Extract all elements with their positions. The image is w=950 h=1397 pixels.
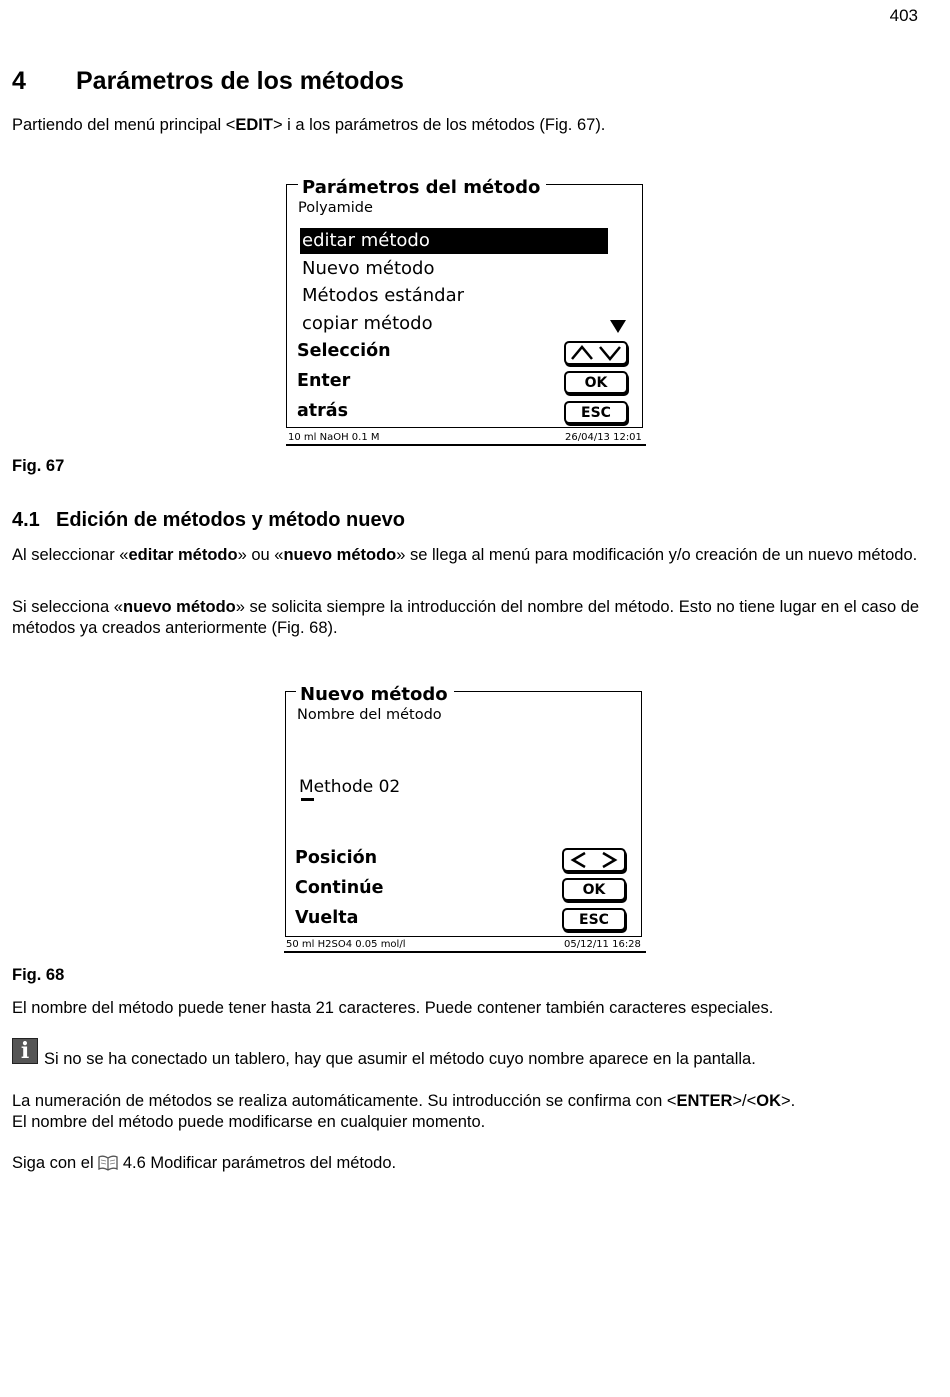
book-icon — [98, 1155, 118, 1171]
fig67-screen — [284, 176, 646, 446]
fig68-screen — [282, 683, 646, 955]
para4-b: ENTER — [676, 1092, 733, 1110]
paragraph-5 — [12, 1153, 927, 1174]
menu-item-editar-metodo[interactable]: editar método — [300, 228, 608, 254]
intro-key: EDIT — [235, 116, 273, 134]
esc-button[interactable]: ESC — [562, 908, 626, 931]
fig67-label-seleccion: Selección — [297, 341, 391, 361]
para5-post: 4.6 Modificar parámetros del método. — [118, 1154, 397, 1172]
para1-b: editar método — [128, 546, 238, 564]
para2-a: Si selecciona « — [12, 598, 123, 616]
ok-button[interactable]: OK — [562, 878, 626, 901]
para4-d: OK — [756, 1092, 782, 1110]
fig67-status-left: 10 ml NaOH 0.1 M — [288, 432, 380, 443]
fig68-caption: Fig. 68 — [12, 966, 65, 984]
subsection-heading — [12, 509, 405, 532]
up-down-arrows-button[interactable] — [564, 341, 628, 365]
fig68-label-continue: Continúe — [295, 878, 384, 898]
left-right-arrows-icon — [567, 851, 621, 869]
left-right-arrows-button[interactable] — [562, 848, 626, 872]
para2-b: nuevo método — [122, 598, 236, 616]
fig67-screen-title: Parámetros del método — [298, 178, 546, 198]
fig67-caption: Fig. 67 — [12, 457, 65, 475]
para1-a: Al seleccionar « — [12, 546, 129, 564]
intro-pre: Partiendo del menú principal < — [12, 116, 236, 134]
fig68-screen-subtitle: Nombre del método — [297, 707, 442, 723]
page-number: 403 — [889, 6, 918, 25]
intro-paragraph — [12, 115, 927, 136]
up-down-arrows-icon — [569, 344, 623, 362]
fig67-status-underline — [286, 444, 646, 446]
fig68-status-right: 05/12/11 16:28 — [564, 939, 641, 950]
para2-c: » se solicita siempre la introducción del nombre del método. Esto no tiene lugar en el caso de métodos ya creados anteriormente (Fig. 68). — [12, 598, 920, 637]
paragraph-3: El nombre del método puede tener hasta 21 caracteres. Puede contener también caracteres especiales. — [12, 999, 774, 1017]
ok-button[interactable]: OK — [564, 371, 628, 394]
para5-pre: Siga con el — [12, 1154, 99, 1172]
info-icon: i — [12, 1038, 38, 1064]
scroll-down-arrow-icon — [610, 320, 626, 333]
fig67-status-right: 26/04/13 12:01 — [565, 432, 642, 443]
para4-e: >. — [781, 1092, 796, 1110]
section-title: Parámetros de los métodos — [76, 67, 404, 95]
subsection-title: Edición de métodos y método nuevo — [56, 509, 405, 531]
paragraph-1 — [12, 545, 927, 566]
fig67-screen-subtitle: Polyamide — [298, 200, 373, 216]
method-name-input[interactable]: Methode 02 — [299, 777, 401, 797]
fig67-label-atras: atrás — [297, 401, 349, 421]
fig67-label-enter: Enter — [297, 371, 351, 391]
para4-c: >/< — [732, 1092, 757, 1110]
paragraph-2 — [12, 597, 927, 639]
para1-e: » se llega al menú para modificación y/o creación de un nuevo método. — [396, 546, 918, 564]
section-number: 4 — [12, 67, 26, 95]
text-cursor — [301, 798, 314, 801]
paragraph-4 — [12, 1091, 927, 1133]
para1-d: nuevo método — [283, 546, 397, 564]
menu-item-nuevo-metodo[interactable]: Nuevo método — [302, 258, 435, 279]
fig68-label-posicion: Posición — [295, 848, 378, 868]
note-text: Si no se ha conectado un tablero, hay que asumir el método cuyo nombre aparece en la pantalla. — [44, 1050, 756, 1068]
para4-line2: El nombre del método puede modificarse en cualquier momento. — [12, 1113, 486, 1131]
esc-button[interactable]: ESC — [564, 401, 628, 424]
para4-a: La numeración de métodos se realiza automáticamente. Su introducción se confirma con < — [12, 1092, 677, 1110]
fig68-screen-title: Nuevo método — [296, 685, 454, 705]
section-heading — [12, 67, 404, 96]
para1-c: » ou « — [237, 546, 284, 564]
intro-post: > i a los parámetros de los métodos (Fig. 67). — [272, 116, 606, 134]
menu-item-metodos-estandar[interactable]: Métodos estándar — [302, 285, 465, 306]
fig68-label-vuelta: Vuelta — [295, 908, 359, 928]
fig68-status-left: 50 ml H2SO4 0.05 mol/l — [286, 939, 406, 950]
fig68-status-underline — [284, 951, 646, 953]
menu-item-copiar-metodo[interactable]: copiar método — [302, 313, 433, 334]
subsection-number: 4.1 — [12, 509, 40, 531]
